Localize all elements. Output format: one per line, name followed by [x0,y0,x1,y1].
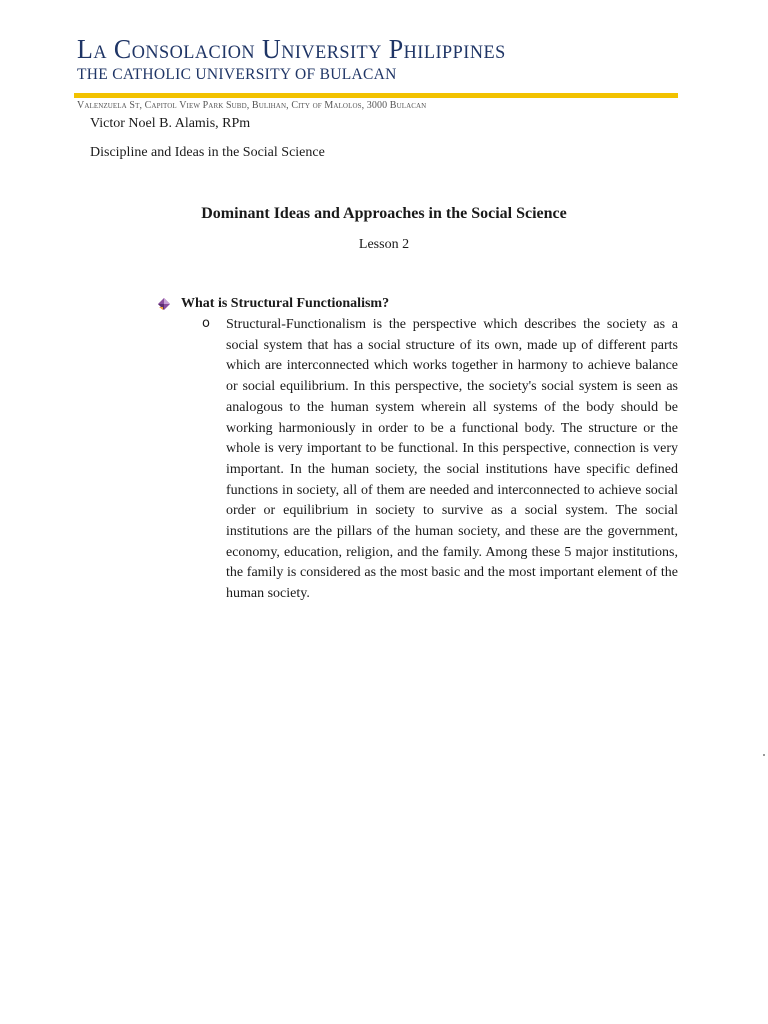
document-title: Dominant Ideas and Approaches in the Social Science [201,205,567,222]
page-mark [763,754,765,756]
sub-bullet-marker: o [202,316,210,331]
university-address: Valenzuela St, Capitol View Park Subd, Bulihan, City of Malolos, 3000 Bulacan [77,100,427,111]
university-name: La Consolacion University Philippines [77,34,506,64]
section-heading-row [157,296,389,312]
body-paragraph: Structural-Functionalism is the perspective which describes the society as a social system that has a social structure of its own, made up of different parts which are interconnected which works together in harmony to achieve balance or social equilibrium. In this perspective, the society's social system is seen as analogous to the human system wherein all systems of the body should be working harmoniously in order to be a functional body. The structure or the whole is very important to be functional. In this perspective, connection is very important. In the human society, the social institutions have specific defined functions in society, all of them are needed and interconnected to achieve social order or equilibrium in society to survive as a social system. The social institutions are the pillars of the human society, and these are the government, economy, education, religion, and the family. Among these 5 major institutions, the family is considered as the most basic and the most important element of the human society. [226,317,678,602]
lesson-label: Lesson 2 [358,237,410,252]
author-name: Victor Noel B. Alamis, RPm [90,116,251,131]
letterhead-divider [74,93,678,98]
letterhead [77,36,677,83]
section-question: What is Structural Functionalism? [181,296,390,311]
university-tagline: THE CATHOLIC UNIVERSITY OF BULACAN [77,66,397,83]
course-title: Discipline and Ideas in the Social Science [90,145,325,160]
arrow-bullet-icon [157,297,171,311]
